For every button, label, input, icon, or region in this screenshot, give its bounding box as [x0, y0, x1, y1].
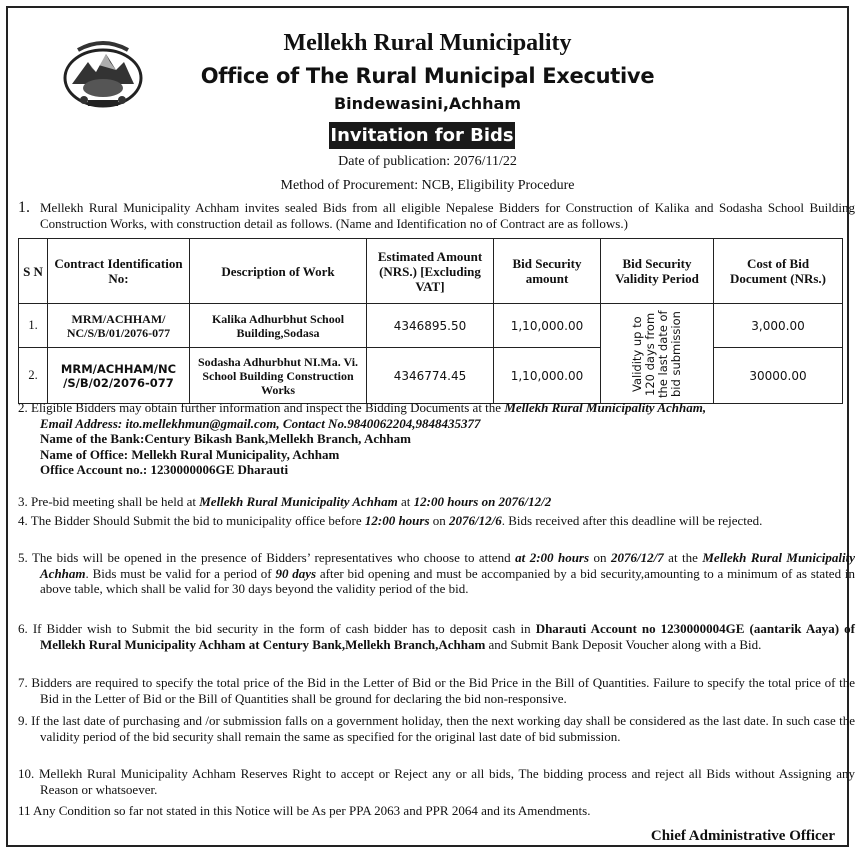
clause-5-text: 5. The bids will be opened in the presence of Bidders’ representatives who choose to attend: [18, 550, 516, 565]
row-amount: 4346895.50: [367, 304, 494, 348]
clause-3-text-b: at: [397, 494, 414, 509]
row-description: Kalika Adhurbhut School Building,Sodasa: [190, 304, 367, 348]
validity-cell: [601, 304, 714, 404]
row-security: 1,10,000.00: [494, 304, 601, 348]
clause-5-days: 90 days: [275, 565, 317, 581]
office-title: Office of The Rural Municipal Executive: [200, 64, 655, 88]
notice-type-banner: Invitation for Bids: [329, 122, 515, 149]
clause-4-text-b: on: [429, 513, 450, 528]
header-security: Bid Security amount: [494, 239, 601, 304]
row-amount: 4346774.45: [367, 348, 494, 404]
validity-period: Validity up to 120 days from the last date of bid submission: [630, 309, 683, 398]
clause-4-text-c: . Bids received after this deadline will be rejected.: [501, 513, 763, 528]
table-row: [19, 348, 843, 404]
publication-date: Date of publication: 2076/11/22: [338, 154, 517, 169]
row-cost: 3,000.00: [714, 304, 843, 348]
clause-5-text-b: on: [589, 550, 611, 565]
clause-1-text: Mellekh Rural Municipality Achham invites sealed Bids from all eligible Nepalese Bidders for Construction of Kalika and Sodasha School Building Construction Works, with construction detail as follows. (Name and Identification no of Contract are as follows.): [40, 200, 855, 231]
clause-2-contact: Email Address: ito.mellekhmun@gmail.com, Contact No.9840062204,9848435377: [40, 415, 481, 431]
signature-title: Chief Administrative Officer: [650, 828, 835, 844]
clause-5-place: Mellekh Rural Municipality Achham: [40, 550, 856, 581]
clause-7: 7. Bidders are required to specify the total price of the Bid in the Letter of Bid or the Bid Price in the Bill of Quantities. Failure to specify the total price of the Bid in the Letter of Bid or the Bill of Quantities shall be ground for declaring the bid non-responsive.: [18, 675, 855, 706]
clause-1-number: 1.: [18, 199, 30, 216]
clause-3-place: Mellekh Rural Municipality Achham: [199, 494, 398, 509]
clause-2-office-name: Mellekh Rural Municipality Achham,: [504, 400, 707, 415]
notice-page: [6, 6, 856, 847]
clause-3: [18, 494, 833, 510]
row-contract-id: MRM/ACHHAM/NC /S/B/02/2076-077: [48, 348, 190, 404]
table-row: [19, 304, 843, 348]
row-sn: 1.: [19, 304, 48, 348]
header-amount: Estimated Amount (NRS.) [Excluding VAT]: [367, 239, 494, 304]
clause-1: [18, 200, 855, 231]
clause-2-office: Name of Office: Mellekh Rural Municipality, Achham: [40, 446, 340, 462]
row-cost: 30000.00: [714, 348, 843, 404]
row-description: Sodasha Adhurbhut NI.Ma. Vi. School Building Construction Works: [190, 348, 367, 404]
clause-5: [18, 550, 855, 597]
clause-5-text-c: at the: [663, 550, 703, 565]
municipality-title: Mellekh Rural Municipality: [283, 30, 572, 56]
clause-6: [18, 621, 855, 652]
clause-4-time: 12:00 hours: [364, 513, 430, 528]
procurement-method: Method of Procurement: NCB, Eligibility Procedure: [280, 178, 575, 193]
clause-9: 9. If the last date of purchasing and /or submission falls on a government holiday, then the next working day shall be considered as the last date. In such case the validity period of the bid security shall remain the same as specified for the original last date of bid submission.: [18, 713, 855, 744]
row-contract-id: MRM/ACHHAM/ NC/S/B/01/2076-077: [48, 304, 190, 348]
clause-5-time: at 2:00 hours: [515, 550, 590, 565]
clause-5-date: 2076/12/7: [610, 550, 664, 565]
header-validity: Bid Security Validity Period: [601, 239, 714, 304]
clause-5-text-d: . Bids must be valid for a period of: [85, 565, 276, 581]
clause-4-text: 4. The Bidder Should Submit the bid to municipality office before: [18, 513, 365, 528]
clause-6-text: 6. If Bidder wish to Submit the bid security in the form of cash bidder has to deposit cash in: [18, 621, 536, 636]
clause-5-text-e: after bid opening and must be accompanied by a bid security,amounting to a minimum of as stated in above table, which shall be valid for 30 days beyond the validity period of the bid.: [40, 565, 855, 596]
header-description: Description of Work: [190, 239, 367, 304]
clause-6-text-b: and Submit Bank Deposit Voucher along with a Bid.: [485, 636, 762, 652]
clause-2-bank: Name of the Bank:Century Bikash Bank,Mellekh Branch, Achham: [40, 431, 411, 446]
location: Bindewasini,Achham: [333, 94, 522, 113]
clause-11: 11 Any Condition so far not stated in this Notice will be As per PPA 2063 and PPR 2064 and its Amendments.: [18, 803, 591, 818]
clause-3-text: 3. Pre-bid meeting shall be held at: [18, 494, 200, 509]
clause-2: [18, 400, 833, 478]
header-cost: Cost of Bid Document (NRs.): [714, 239, 843, 304]
header-sn: S N: [19, 239, 48, 304]
clause-6-account: Dharauti Account no 1230000004GE (aantarik Aaya) of Mellekh Rural Municipality Achham at Century Bank,Mellekh Branch,Achham: [40, 621, 856, 652]
clause-4-date: 2076/12/6: [449, 513, 502, 528]
clause-2-account: Office Account no.: 1230000006GE Dharauti: [40, 462, 289, 477]
clause-4: [18, 513, 855, 529]
header-contract-id: Contract Identification No:: [48, 239, 190, 304]
clause-10: 10. Mellekh Rural Municipality Achham Reserves Right to accept or Reject any or all bids, The bidding process and reject all Bids without Assigning any Reason or whatsoever.: [18, 766, 855, 797]
clause-2-text: 2. Eligible Bidders may obtain further information and inspect the Bidding Documents at the: [18, 400, 505, 415]
clause-3-time: 12:00 hours on 2076/12/2: [413, 494, 552, 509]
clause-2-details: [18, 416, 833, 478]
table-header-row: [19, 239, 843, 304]
bids-table: [18, 238, 843, 404]
row-sn: 2.: [19, 348, 48, 404]
row-security: 1,10,000.00: [494, 348, 601, 404]
